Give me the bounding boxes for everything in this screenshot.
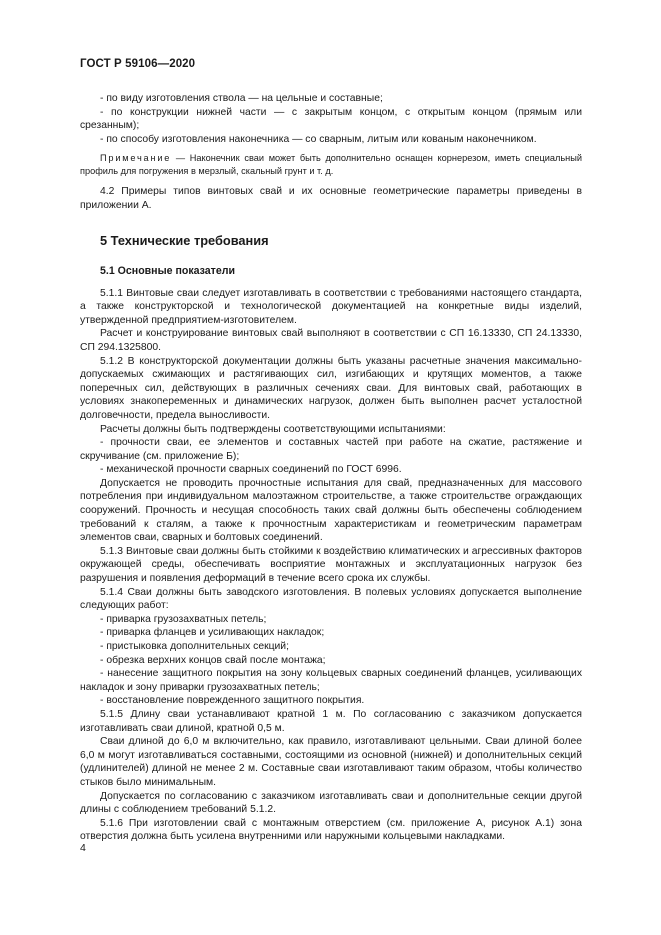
list-item: - по виду изготовления ствола — на цельные и составные; [100, 93, 383, 104]
list-item: - нанесение защитного покрытия на зону кольцевых сварных соединений фланцев, усиливающих накладок и зону приварки грузозахватных петель; [80, 668, 582, 693]
list-item: - по конструкции нижней части — с закрытым концом, с открытым концом (прямым или срезанным); [80, 106, 582, 132]
list-item: - по способу изготовления наконечника — со сварным, литым или кованым наконечником. [100, 133, 537, 145]
list-item: - приварка грузозахватных петель; [100, 613, 267, 625]
list-item: - прочности сваи, ее элементов и составных частей при работе на сжатие, растяжение и скручивание (см. приложение Б); [80, 437, 582, 462]
paragraph: Допускается по согласованию с заказчиком изготавливать сваи и дополнительные секции другой длины с соблюдением требований 5.1.2. [80, 790, 582, 816]
paragraph: 5.1.4 Сваи должны быть заводского изготовления. В полевых условиях допускается выполнение следующих работ: [80, 586, 582, 612]
paragraph: 5.1.3 Винтовые сваи должны быть стойкими к воздействию климатических и агрессивных факторов окружающей среды, обеспечивать восприятие монтажных и эксплуатационных нагрузок без разрушения и появления деформаций в течение всего срока их службы. [80, 545, 582, 585]
page-content [80, 92, 582, 844]
paragraph: 5.1.2 В конструкторской документации должны быть указаны расчетные значения максимально-допускаемых сжимающих и растягивающих сил, изгибающих и крутящих моментов, а также поперечных сил, действующих в различных сечениях сваи. Для винтовых свай, работающих в условиях знакопеременных и динамических нагрузок, должен быть выполнен расчет усталостной долговечности, предела выносливости. [80, 355, 582, 421]
paragraph-4-2: 4.2 Примеры типов винтовых свай и их основные геометрические параметры приведены в приложении А. [80, 186, 582, 211]
subsection-heading: 5.1 Основные показатели [100, 264, 235, 277]
list-item: - восстановление поврежденного защитного покрытия. [100, 695, 365, 707]
paragraph: Сваи длиной до 6,0 м включительно, как правило, изготавливают цельными. Сваи длиной более 6,0 м могут изготавливаться составными, состоящими из основной (нижней) и дополнительных секций (удлинителей) длиной не менее 2 м. Составные сваи изготавливают таким образом, чтобы количество стыков было минимальным. [80, 736, 582, 788]
standard-header: ГОСТ Р 59106—2020 [80, 58, 196, 70]
note-label: Примечание [100, 153, 172, 164]
paragraph: 5.1.5 Длину сваи устанавливают кратной 1 м. По согласованию с заказчиком допускается изготавливать сваи длиной, кратной 0,5 м. [80, 708, 582, 734]
list-item: - обрезка верхних концов свай после монтажа; [100, 654, 326, 666]
list-item: - приварка фланцев и усиливающих накладок; [100, 627, 325, 639]
section-heading: 5 Технические требования [100, 233, 269, 249]
paragraph: Допускается не проводить прочностные испытания для свай, предназначенных для массового потребления при индивидуальном малоэтажном строительстве, а также строительстве ограждающих сооружений. Прочность и несущая способность таких свай должны быть обеспечены соблюдением требований к сталям, а также к прочностным характеристикам и геометрическим параметрам элементов сваи, сварных и болтовых соединений. [80, 477, 582, 544]
paragraph: Расчет и конструирование винтовых свай выполняют в соответствии с СП 16.13330, СП 24.13330, СП 294.1325800. [80, 328, 582, 353]
paragraph: Расчеты должны быть подтверждены соответствующими испытаниями: [100, 423, 446, 435]
note-text: — Наконечник сваи может быть дополнительно оснащен корнерезом, иметь специальный профиль для погружения в мерзлый, скальный грунт и т. д. [80, 153, 582, 176]
list-item: - пристыковка дополнительных секций; [100, 641, 289, 652]
paragraph: 5.1.1 Винтовые сваи следует изготавливать в соответствии с требованиями настоящего стандарта, а также конструкторской и технологической документацией на конкретные виды изделий, утвержденной предприятием-изготовителем. [80, 287, 582, 326]
page-number: 4 [80, 842, 86, 854]
note-paragraph [80, 152, 582, 177]
paragraph: 5.1.6 При изготовлении свай с монтажным отверстием (см. приложение А, рисунок А.1) зона отверстия должна быть усилена внутренними или наружными кольцевыми накладками. [80, 817, 582, 843]
list-item: - механической прочности сварных соединений по ГОСТ 6996. [100, 464, 402, 476]
